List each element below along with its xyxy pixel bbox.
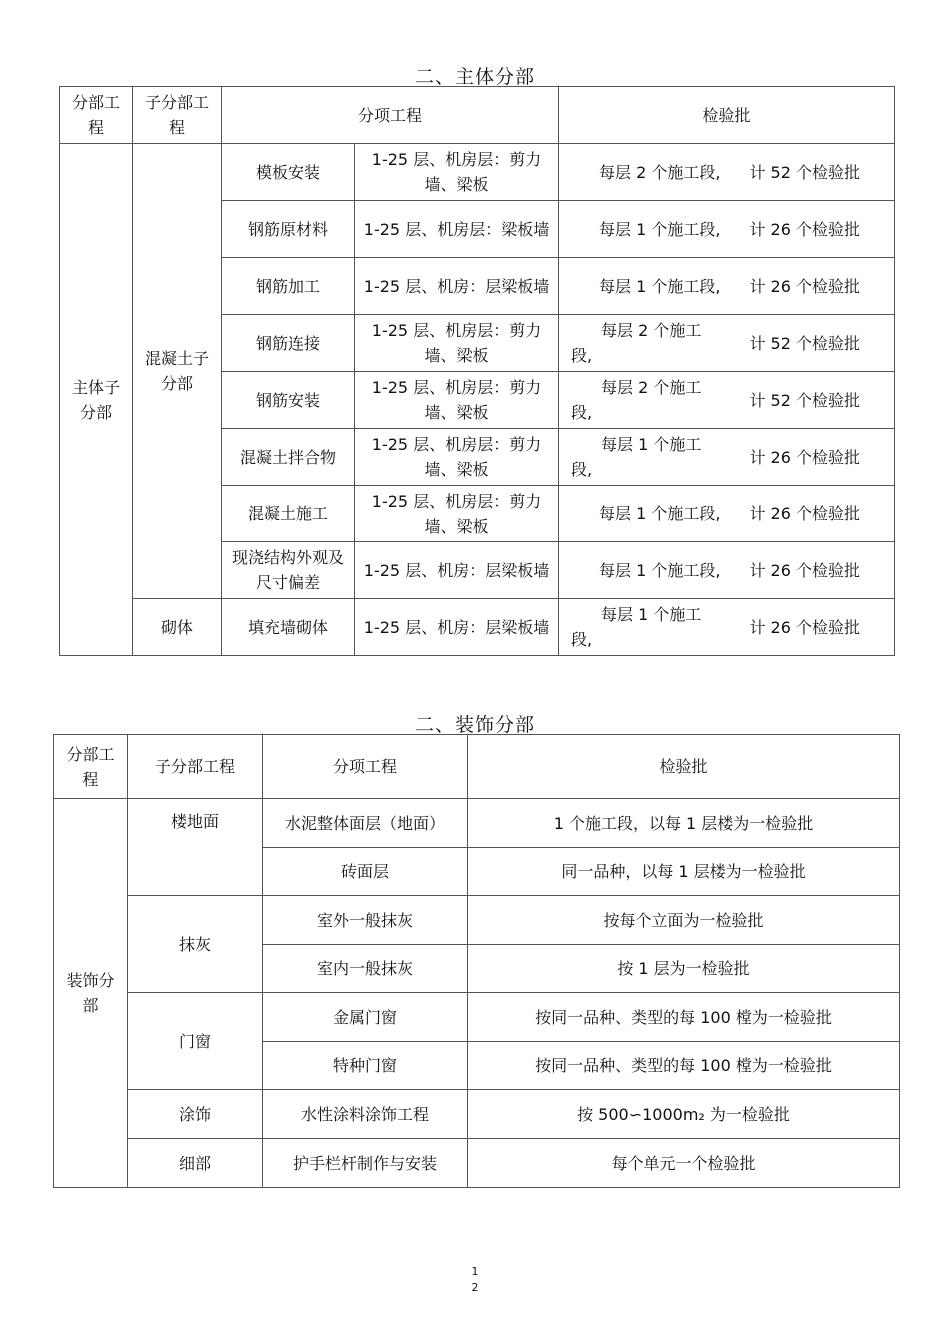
batch-cell: 同一品种，以每 1 层楼为一检验批 xyxy=(468,848,900,896)
subdivision-cell: 楼地面 xyxy=(128,799,263,896)
item-cell: 钢筋加工 xyxy=(222,258,355,315)
batch-cell xyxy=(559,429,895,486)
item-cell: 钢筋安装 xyxy=(222,372,355,429)
batch-segments: 每层 1 个施工段, xyxy=(599,504,721,523)
batch-cell: 每个单元一个检验批 xyxy=(468,1139,900,1188)
decoration-table xyxy=(53,734,900,1188)
item-cell: 室外一般抹灰 xyxy=(263,896,468,945)
item-cell: 钢筋连接 xyxy=(222,315,355,372)
batch-cell: 按 500∽1000m₂ 为一检验批 xyxy=(468,1090,900,1139)
item-cell: 金属门窗 xyxy=(263,993,468,1042)
batch-cell: 按每个立面为一检验批 xyxy=(468,896,900,945)
batch-count: 计 26 个检验批 xyxy=(749,447,861,467)
division-cell: 装饰分部 xyxy=(54,799,128,1188)
batch-count: 计 26 个检验批 xyxy=(749,276,861,296)
batch-count: 计 52 个检验批 xyxy=(749,162,861,182)
item-cell: 砖面层 xyxy=(263,848,468,896)
subdivision-cell: 抹灰 xyxy=(128,896,263,993)
scope-cell: 1-25 层、机房：层梁板墙 xyxy=(355,542,559,599)
batch-count: 计 26 个检验批 xyxy=(749,617,861,637)
scope-cell: 1-25 层、机房层：剪力墙、梁板 xyxy=(355,429,559,486)
header-item: 分项工程 xyxy=(222,87,559,144)
division-cell: 主体子分部 xyxy=(60,144,133,656)
main-structure-table xyxy=(59,86,895,656)
header-division: 分部工程 xyxy=(60,87,133,144)
batch-count: 计 52 个检验批 xyxy=(749,390,861,410)
item-cell: 护手栏杆制作与安装 xyxy=(263,1139,468,1188)
section2-title: 二、装饰分部 xyxy=(414,714,535,736)
batch-cell xyxy=(559,486,895,542)
scope-cell: 1-25 层、机房层：剪力墙、梁板 xyxy=(355,144,559,201)
batch-cell xyxy=(559,372,895,429)
scope-cell: 1-25 层、机房层：剪力墙、梁板 xyxy=(355,372,559,429)
header-subdivision: 子分部工程 xyxy=(133,87,222,144)
batch-segments: 每层 2 个施工段, xyxy=(599,162,721,182)
page-number-top: 1 xyxy=(471,1265,479,1278)
batch-segments: 每层 1 个施工段, xyxy=(599,560,721,580)
scope-cell: 1-25 层、机房层：剪力墙、梁板 xyxy=(355,315,559,372)
header-item: 分项工程 xyxy=(263,735,468,799)
scope-cell: 1-25 层、机房：层梁板墙 xyxy=(355,599,559,656)
item-cell: 模板安装 xyxy=(222,144,355,201)
subdivision-cell: 混凝土子分部 xyxy=(133,144,222,599)
item-cell: 水泥整体面层（地面） xyxy=(263,799,468,848)
batch-cell xyxy=(559,144,895,201)
batch-segments: 每层 2 个施工段, xyxy=(571,321,702,365)
item-cell: 特种门窗 xyxy=(263,1042,468,1090)
batch-segments: 每层 1 个施工段, xyxy=(571,605,702,649)
subdivision-cell: 门窗 xyxy=(128,993,263,1090)
batch-count: 计 26 个检验批 xyxy=(749,504,861,523)
batch-count: 计 52 个检验批 xyxy=(749,333,861,353)
subdivision-cell: 细部 xyxy=(128,1139,263,1188)
batch-cell xyxy=(559,599,895,656)
item-cell: 钢筋原材料 xyxy=(222,201,355,258)
item-cell: 混凝土拌合物 xyxy=(222,429,355,486)
item-cell: 填充墙砌体 xyxy=(222,599,355,656)
item-cell: 现浇结构外观及尺寸偏差 xyxy=(222,542,355,599)
page-number-bottom: 2 xyxy=(471,1281,479,1294)
batch-cell: 按同一品种、类型的每 100 樘为一检验批 xyxy=(468,993,900,1042)
batch-count: 计 26 个检验批 xyxy=(749,560,861,580)
batch-cell xyxy=(559,201,895,258)
section1-title: 二、主体分部 xyxy=(414,66,535,88)
page-number xyxy=(0,1264,950,1296)
item-cell: 水性涂料涂饰工程 xyxy=(263,1090,468,1139)
batch-cell: 按同一品种、类型的每 100 樘为一检验批 xyxy=(468,1042,900,1090)
header-division: 分部工程 xyxy=(54,735,128,799)
batch-segments: 每层 1 个施工段, xyxy=(571,435,702,479)
batch-cell: 1 个施工段，以每 1 层楼为一检验批 xyxy=(468,799,900,848)
subdivision-cell: 砌体 xyxy=(133,599,222,656)
scope-cell: 1-25 层、机房：层梁板墙 xyxy=(355,258,559,315)
batch-cell xyxy=(559,542,895,599)
item-cell: 混凝土施工 xyxy=(222,486,355,542)
item-cell: 室内一般抹灰 xyxy=(263,945,468,993)
scope-cell: 1-25 层、机房层：梁板墙 xyxy=(355,201,559,258)
subdivision-cell: 涂饰 xyxy=(128,1090,263,1139)
header-subdivision: 子分部工程 xyxy=(128,735,263,799)
batch-cell: 按 1 层为一检验批 xyxy=(468,945,900,993)
batch-cell xyxy=(559,258,895,315)
batch-segments: 每层 2 个施工段, xyxy=(571,378,702,422)
batch-count: 计 26 个检验批 xyxy=(749,219,861,239)
scope-cell: 1-25 层、机房层：剪力墙、梁板 xyxy=(355,486,559,542)
header-batch: 检验批 xyxy=(559,87,895,144)
batch-segments: 每层 1 个施工段, xyxy=(599,219,721,239)
header-batch: 检验批 xyxy=(468,735,900,799)
batch-cell xyxy=(559,315,895,372)
batch-segments: 每层 1 个施工段, xyxy=(599,276,721,296)
